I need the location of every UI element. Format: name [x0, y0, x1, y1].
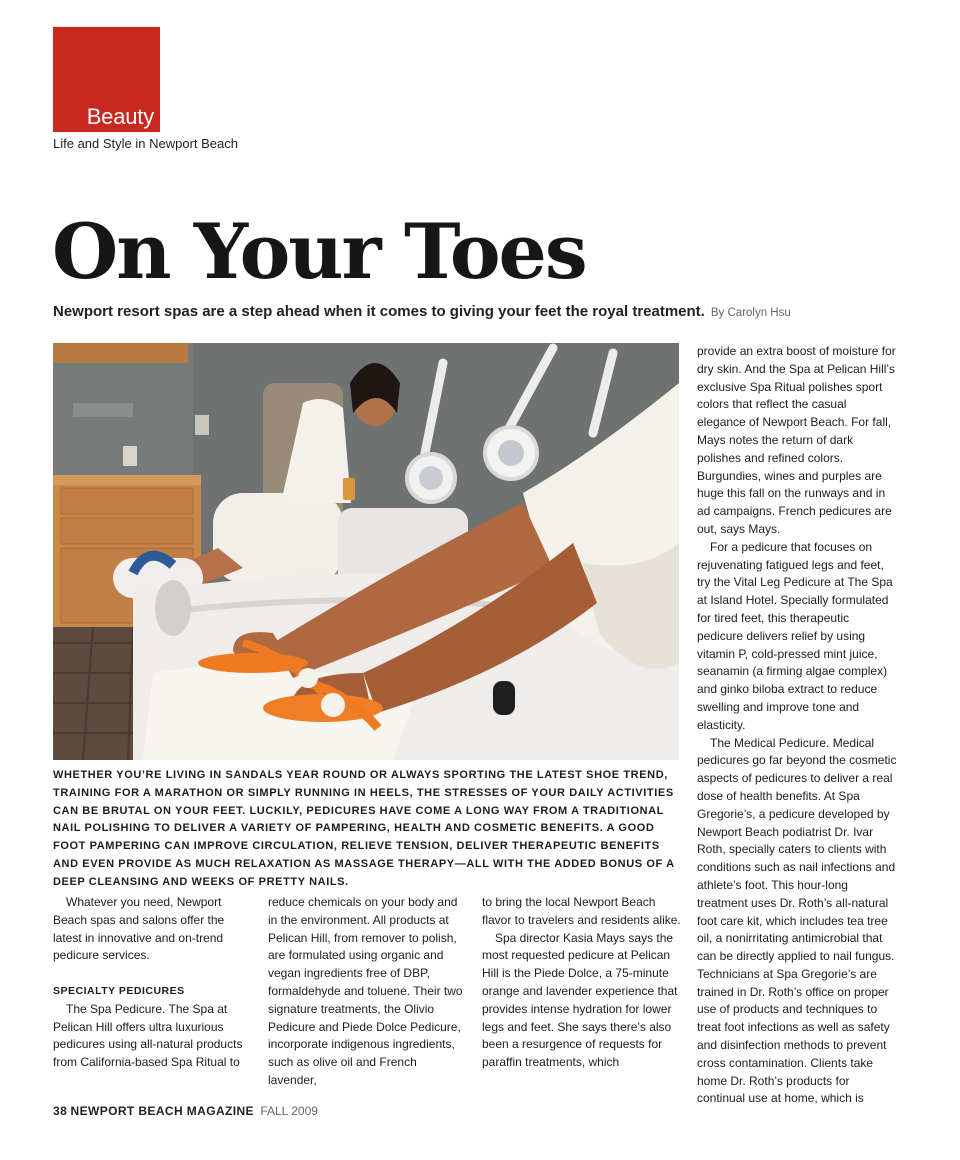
col2-paragraph-1: reduce chemicals on your body and in the environment. All products at Pelican Hill, from remover to polish, are formulated using organic and vegan ingredients free of DBP, formaldehyde and toluene. Their two signature treatments, the Olivio Pedicure and Piede Dolce Pedicure, incorporate indigenous ingredients, such as olive oil and French lavender,	[268, 895, 463, 1087]
intro-paragraph: WHETHER YOU’RE LIVING IN SANDALS YEAR ROUND OR ALWAYS SPORTING THE LATEST SHOE TREND, TRAINING FOR A MARATHON OR SIMPLY RUNNING IN HEELS, THE STRESSES OF YOUR DAILY ACTIVITIES CAN BE BRUTAL ON YOUR FEET. LUCKILY, PEDICURES HAVE COME A LONG WAY FROM A TRADITIONAL NAIL POLISHING TO DELIVER A VARIETY OF PAMPERING, HEALTH AND COSMETIC BENEFITS. A GOOD FOOT PAMPERING CAN IMPROVE CIRCULATION, RELIEVE TENSION, DELIVER THERAPEUTIC BENEFITS AND EVEN PROVIDE AS MUCH RELAXATION AS MASSAGE THERAPY—ALL WITH THE ADDED BONUS OF A DEEP CLEANSING AND WEEKS OF PRETTY NAILS.	[53, 769, 675, 888]
subhead-specialty-pedicures: SPECIALTY PEDICURES	[53, 984, 185, 997]
section-subtitle: Life and Style in Newport Beach	[53, 136, 238, 151]
col3-paragraph-2: Spa director Kasia Mays says the most requested pedicure at Pelican Hill is the Piede Dolce, a 75-minute orange and lavender experience that provides intense hydration for lower legs and feet. She says there’s also been a resurgence of requests for paraffin treatments, which	[482, 930, 678, 1070]
column-4	[697, 343, 897, 1108]
col1-paragraph-2: The Spa Pedicure. The Spa at Pelican Hill offers ultra luxurious pedicures using all-natural products from California-based Spa Ritual to	[53, 1001, 243, 1070]
column-2	[268, 894, 468, 1090]
col4-paragraph-3: The Medical Pedicure. Medical pedicures go far beyond the cosmetic aspects of pedicures to deliver a real dose of health benefits. At Spa Gregorie’s, a pedicure developed by Newport Beach podiatrist Dr. Ivar Roth, specially caters to clients with conditions such as nail infections and athlete’s foot. This hour-long treatment uses Dr. Roth’s all-natural foot care kit, which includes tea tree oil, a nonirritating antimicrobial that can be directly applied to nail fungus. Technicians at Spa Gregorie’s are trained in Dr. Roth’s office on proper use of products and techniques to treat foot infections as well as safety and disinfection methods to prevent cross contamination. Clients take home Dr. Roth’s products for continual use at home, which is	[697, 735, 897, 1106]
section-label: Beauty	[86, 104, 154, 129]
deck-text: Newport resort spas are a step ahead when it comes to giving your feet the royal treatment.	[53, 303, 705, 320]
deck	[53, 303, 791, 320]
col3-paragraph-1: to bring the local Newport Beach flavor to travelers and residents alike.	[482, 895, 681, 927]
col4-paragraph-2: For a pedicure that focuses on rejuvenating fatigued legs and feet, try the Vital Leg Pedicure at The Spa at Island Hotel. Specially formulated for tired feet, this therapeutic pedicure delivers relief by using vitamin P, cold-pressed mint juice, seanamin (a firming algae complex) and ginko biloba extract to reduce swelling and improve tone and elasticity.	[697, 539, 893, 732]
folio-magazine-name: NEWPORT BEACH MAGAZINE	[70, 1104, 254, 1118]
section-tag	[53, 27, 160, 132]
column-1	[53, 894, 243, 1072]
article-photo	[53, 343, 679, 760]
col4-paragraph-1: provide an extra boost of moisture for dry skin. And the Spa at Pelican Hill’s exclusive Spa Ritual polishes sport colors that reflect the casual elegance of Newport Beach. For fall, Mays notes the return of dark polishes and refined colors. Burgundies, wines and purples are huge this fall on the runways and in ad campaigns. French pedicures are out, says Mays.	[697, 344, 896, 536]
headline: On Your Toes	[52, 207, 586, 296]
column-3	[482, 894, 682, 1072]
folio-issue: FALL 2009	[260, 1104, 318, 1118]
byline: By Carolyn Hsu	[710, 307, 791, 319]
page-folio	[53, 1104, 318, 1118]
col1-paragraph-1: Whatever you need, Newport Beach spas and salons offer the latest in innovative and on-trend pedicure services.	[53, 895, 225, 963]
pedicure-photo-illustration	[53, 343, 679, 760]
folio-page-number: 38	[53, 1104, 68, 1118]
